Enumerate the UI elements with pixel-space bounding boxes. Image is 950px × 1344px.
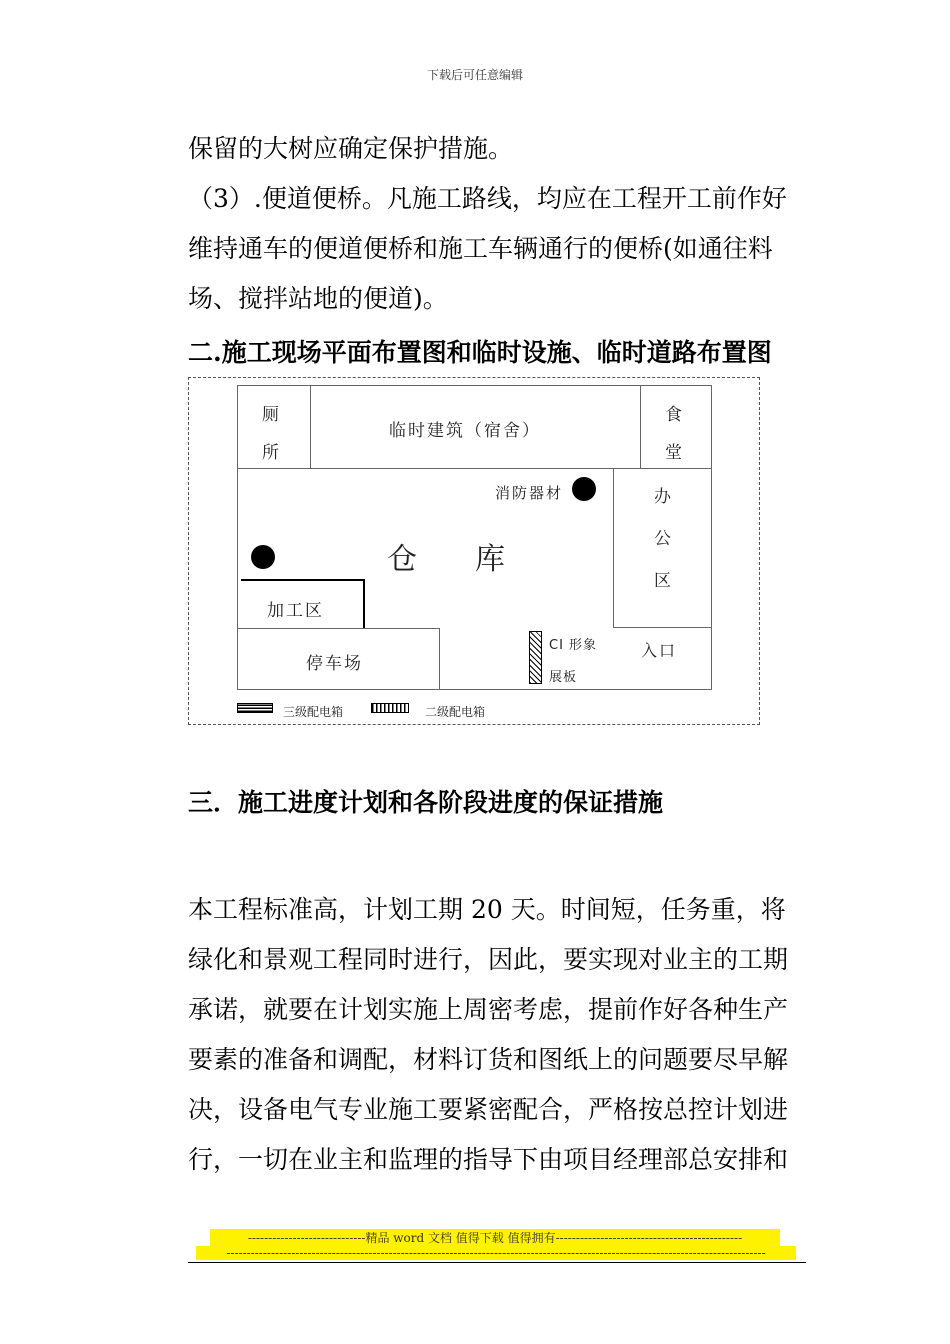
body-line: 要素的准备和调配，材料订货和图纸上的问题要尽早解	[188, 1045, 789, 1074]
office-block	[613, 468, 712, 628]
parking-block	[237, 628, 440, 690]
site-plan-diagram	[188, 377, 760, 725]
footer-banner: -----------------------------精品 word 文档 值得下载 值得拥有----------------------------------------------	[210, 1229, 780, 1246]
processing-side-line	[363, 579, 365, 629]
body-line: 承诺，就要在计划实施上周密考虑，提前作好各种生产	[188, 995, 789, 1024]
ci-board-label: CI 形象	[549, 638, 598, 653]
ci-board-symbol	[529, 631, 542, 684]
legend-level3-symbol	[237, 703, 273, 713]
processing-label: 加工区	[267, 601, 324, 621]
dorm-block	[310, 385, 641, 469]
parking-label: 停车场	[306, 654, 363, 674]
header-note: 下载后可任意编辑	[426, 68, 523, 82]
legend-level2-label: 二级配电箱	[425, 705, 486, 719]
dorm-label: 临时建筑（宿舍）	[389, 421, 541, 441]
body-line: 决，设备电气专业施工要紧密配合，严格按总控计划进	[188, 1095, 789, 1124]
body-line: 维持通车的便道便桥和施工车辆通行的便桥(如通往料	[188, 234, 773, 263]
section-heading-3: 三．施工进度计划和各阶段进度的保证措施	[188, 788, 664, 817]
toilet-block	[237, 385, 311, 469]
body-line: 行，一切在业主和监理的指导下由项目经理部总安排和	[188, 1145, 789, 1174]
distribution-box-marker	[251, 545, 275, 569]
legend-level3-label: 三级配电箱	[283, 705, 344, 719]
warehouse-label: 库	[475, 542, 505, 577]
body-line: 本工程标准高，计划工期 20 天。时间短，任务重，将	[188, 895, 786, 924]
warehouse-label: 仓	[387, 542, 417, 577]
office-label: 区	[654, 571, 673, 591]
footer-rule	[188, 1262, 806, 1263]
section-heading-2: 二.施工现场平面布置图和临时设施、临时道路布置图	[188, 338, 772, 367]
canteen-label: 堂	[665, 443, 684, 463]
toilet-label: 厕	[262, 405, 281, 425]
footer-banner-dashes: -------------------------------------------------------------------------------------------------------------------------------------	[196, 1246, 796, 1260]
office-label: 公	[654, 529, 673, 549]
entrance-label: 入口	[641, 641, 678, 660]
body-line: 保留的大树应确定保护措施。	[188, 134, 514, 163]
body-line: 绿化和景观工程同时进行，因此，要实现对业主的工期	[188, 945, 789, 974]
ci-board-label: 展板	[549, 670, 578, 685]
processing-top-line	[241, 579, 364, 581]
office-label: 办	[654, 487, 673, 507]
legend-level2-symbol	[371, 703, 409, 713]
fire-equipment-label: 消防器材	[495, 484, 564, 502]
fire-equipment-marker	[572, 477, 596, 501]
toilet-label: 所	[262, 443, 281, 463]
canteen-label: 食	[665, 405, 684, 425]
body-line: （3）.便道便桥。凡施工路线，均应在工程开工前作好	[188, 184, 787, 213]
canteen-block	[640, 385, 712, 469]
body-line: 场、搅拌站地的便道)。	[188, 284, 448, 313]
